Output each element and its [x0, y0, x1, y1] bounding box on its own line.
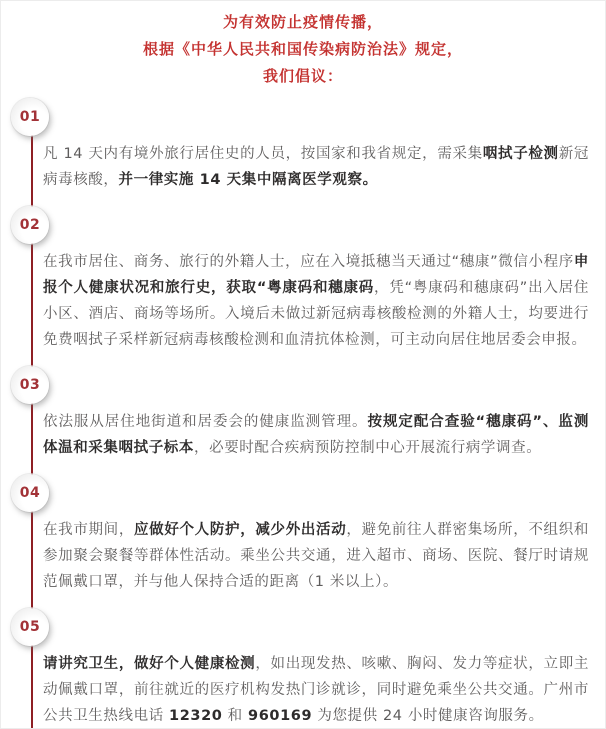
sections-list [1, 98, 605, 729]
section-number-badge [11, 366, 49, 404]
section-text-run: ，如出现发热、咳嗽、胸闷、发力等症状，立即主动佩戴口罩，前往就近的医疗机构发热门诊就诊，同时避免乘坐公共交通。广州市公共卫生热线电话 [43, 656, 589, 724]
header-line-1: 为有效防止疫情传播， [222, 13, 383, 31]
section-text-run: 和 [222, 708, 248, 724]
section-text-run-bold: 申报个人健康状况和旅行史，获取“粤康码和穗康码 [43, 254, 589, 296]
header [1, 1, 605, 90]
section-number-badge [11, 474, 49, 512]
section-text-run: 依法服从居住地街道和居委会的健康监测管理。 [43, 414, 368, 430]
section-item [1, 474, 605, 595]
section-text [43, 517, 589, 595]
section-text-run: ，凭“粤康码和穗康码”出入居住小区、酒店、商场等场所。入境后未做过新冠病毒核酸检测的外籍人士，均要进行免费咽拭子采样新冠病毒核酸检测和血清抗体检测，可主动向居住地居委会申报。 [43, 280, 589, 348]
section-text-run: ，避免前往人群密集场所，不组织和参加聚会聚餐等群体性活动。乘坐公共交通，进入超市、商场、医院、餐厅时请规范佩戴口罩，并与他人保持合适的距离（1 米以上）。 [43, 522, 589, 590]
section-text-run: ，必要时配合疾病预防控制中心开展流行病学调查。 [194, 440, 542, 456]
section-text-run-bold: 应做好个人防护，减少外出活动 [134, 522, 347, 538]
section-number: 03 [19, 377, 41, 393]
section-item [1, 608, 605, 729]
section-text [43, 409, 589, 461]
section-text-run-bold: 按规定配合查验“穗康码”、监测体温和采集咽拭子标本 [43, 414, 589, 456]
section-text-run: 凡 14 天内有境外旅行居住史的人员，按国家和我省规定，需采集 [43, 146, 483, 162]
section-item [1, 206, 605, 353]
section-text-run: 在我市期间， [43, 522, 135, 538]
section-number: 05 [19, 619, 41, 635]
section-number: 01 [19, 109, 41, 125]
section-text [43, 141, 589, 193]
section-text-run: 在我市居住、商务、旅行的外籍人士，应在入境抵穗当天通过“穗康”微信小程序 [43, 254, 574, 270]
header-line-3: 我们倡议： [262, 67, 343, 85]
section-text-run-bold: 请讲究卫生，做好个人健康检测 [43, 656, 256, 672]
section-text-run-bold: 咽拭子检测 [482, 146, 559, 162]
section-item [1, 98, 605, 193]
section-text-run-bold: 960169 [248, 708, 313, 724]
section-text-run-bold: 并一律实施 14 天集中隔离医学观察。 [118, 172, 378, 188]
section-text [43, 651, 589, 729]
section-text [43, 249, 589, 353]
section-number-badge [11, 98, 49, 136]
section-number-badge [11, 608, 49, 646]
section-text-run: 为您提供 24 小时健康咨询服务。 [312, 708, 544, 724]
section-item [1, 366, 605, 461]
section-number: 04 [19, 485, 41, 501]
section-text-run-bold: 12320 [169, 708, 223, 724]
section-text-run: 新冠病毒核酸， [43, 146, 589, 188]
section-number-badge [11, 206, 49, 244]
section-number: 02 [19, 217, 41, 233]
header-line-2: 根据《中华人民共和国传染病防治法》规定， [142, 40, 463, 58]
